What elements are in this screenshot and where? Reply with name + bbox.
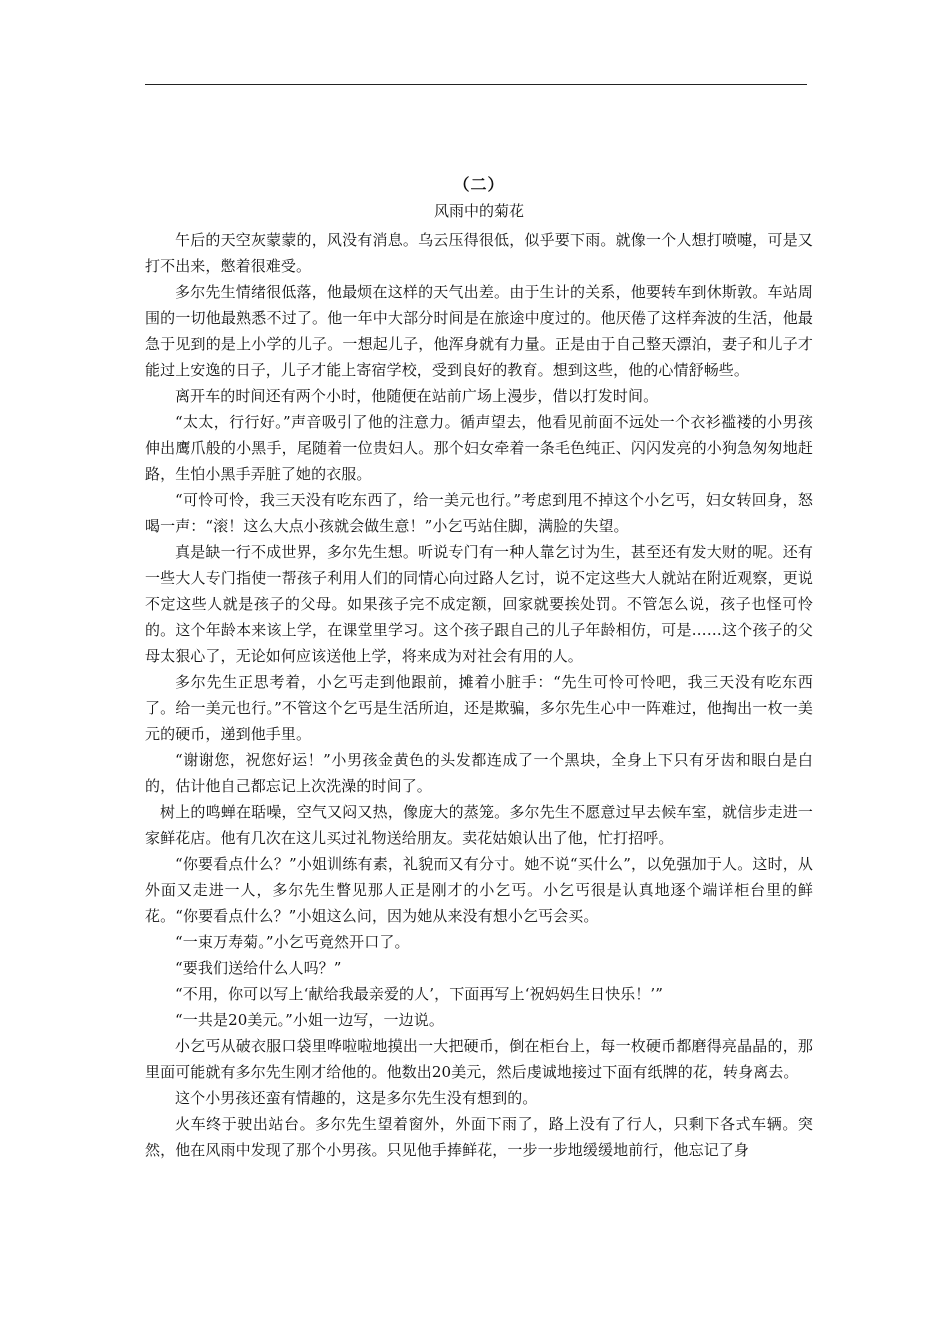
- paragraph: 午后的天空灰蒙蒙的，风没有消息。乌云压得很低，似乎要下雨。就像一个人想打喷嚏，可是又打不出来，憋着很难受。: [145, 231, 813, 275]
- story-title: 风雨中的菊花: [433, 202, 524, 220]
- paragraph: 多尔先生情绪很低落，他最烦在这样的天气出差。由于生计的关系，他要转车到休斯敦。车站周围的一切他最熟悉不过了。他一年中大部分时间是在旅途中度过的。他厌倦了这样奔波的生活，他最急于见到的是上小学的儿子。一想起儿子，他浑身就有力量。正是由于自己整天漂泊，妻子和儿子才能过上安逸的日子，儿子才能上寄宿学校，受到良好的教育。想到这些，他的心情舒畅些。: [145, 283, 813, 379]
- paragraph: 多尔先生正思考着，小乞丐走到他跟前，摊着小脏手：“先生可怜可怜吧，我三天没有吃东西了。给一美元也行。”不管这个乞丐是生活所迫，还是欺骗，多尔先生心中一阵难过，他掏出一枚一美元的硬币，递到他手里。: [145, 673, 813, 743]
- document-body: [145, 175, 813, 1163]
- section-number: （二）: [453, 175, 505, 194]
- paragraph: 离开车的时间还有两个小时，他随便在站前广场上漫步，借以打发时间。: [175, 387, 659, 405]
- paragraph: “不用，你可以写上‘献给我最亲爱的人’，下面再写上‘祝妈妈生日快乐！’”: [175, 985, 664, 1003]
- paragraph: “要我们送给什么人吗？”: [175, 959, 342, 977]
- paragraph: 这个小男孩还蛮有情趣的，这是多尔先生没有想到的。: [175, 1089, 538, 1107]
- paragraph: 小乞丐从破衣服口袋里哗啦啦地摸出一大把硬币，倒在柜台上，每一枚硬币都磨得亮晶晶的，那里面可能就有多尔先生刚才给他的。他数出20美元，然后虔诚地接过下面有纸牌的花，转身离去。: [145, 1037, 813, 1081]
- paragraph: “你要看点什么？”小姐训练有素，礼貌而又有分寸。她不说“买什么”，以免强加于人。这时，从外面又走进一人，多尔先生瞥见那人正是刚才的小乞丐。小乞丐很是认真地逐个端详柜台里的鲜花。“你要看点什么？”小姐这么问，因为她从来没有想小乞丐会买。: [145, 855, 813, 925]
- paragraph: 树上的鸣蝉在聒噪，空气又闷又热，像庞大的蒸笼。多尔先生不愿意过早去候车室，就信步走进一家鲜花店。他有几次在这儿买过礼物送给朋友。卖花姑娘认出了他，忙打招呼。: [145, 803, 813, 847]
- paragraph: 真是缺一行不成世界，多尔先生想。听说专门有一种人靠乞讨为生，甚至还有发大财的呢。还有一些大人专门指使一帮孩子利用人们的同情心向过路人乞讨，说不定这些大人就站在附近观察，更说不定这些人就是孩子的父母。如果孩子完不成定额，回家就要挨处罚。不管怎么说，孩子也怪可怜的。这个年龄本来该上学，在课堂里学习。这个孩子跟自己的儿子年龄相仿，可是……这个孩子的父母太狠心了，无论如何应该送他上学，将来成为对社会有用的人。: [145, 543, 813, 665]
- paragraph: 火车终于驶出站台。多尔先生望着窗外，外面下雨了，路上没有了行人，只剩下各式车辆。突然，他在风雨中发现了那个小男孩。只见他手捧鲜花，一步一步地缓缓地前行，他忘记了身: [145, 1115, 813, 1159]
- paragraph: “谢谢您，祝您好运！”小男孩金黄色的头发都连成了一个黑块，全身上下只有牙齿和眼白是白的，估计他自己都忘记上次洗澡的时间了。: [145, 751, 813, 795]
- paragraph: “可怜可怜，我三天没有吃东西了，给一美元也行。”考虑到甩不掉这个小乞丐，妇女转回身，怒喝一声：“滚！这么大点小孩就会做生意！”小乞丐站住脚，满脸的失望。: [145, 491, 813, 535]
- paragraph: “太太，行行好。”声音吸引了他的注意力。循声望去，他看见前面不远处一个衣衫褴褛的小男孩伸出鹰爪般的小黑手，尾随着一位贵妇人。那个妇女牵着一条毛色纯正、闪闪发亮的小狗急匆匆地赶路，生怕小黑手弄脏了她的衣服。: [145, 413, 813, 483]
- paragraph: “一束万寿菊。”小乞丐竟然开口了。: [175, 933, 410, 951]
- header-rule: [145, 84, 807, 85]
- paragraph: “一共是20美元。”小姐一边写，一边说。: [175, 1011, 444, 1029]
